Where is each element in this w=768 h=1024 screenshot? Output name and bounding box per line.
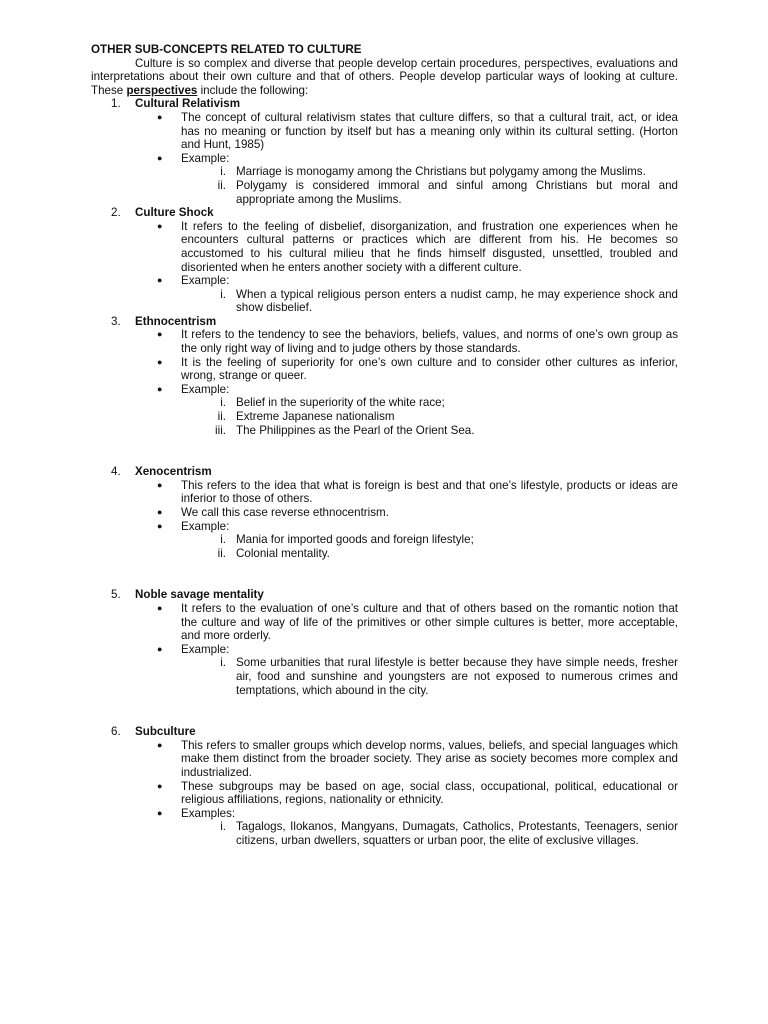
example-text: Polygamy is considered immoral and sinful among Christians but moral and appropriate among the Muslims.: [236, 178, 678, 206]
example-item: [196, 410, 678, 424]
example-item: [196, 165, 678, 179]
section-spacer: [91, 560, 678, 588]
example-text: Mania for imported goods and foreign lifestyle;: [236, 533, 474, 547]
bullet-dot-icon: ●: [157, 507, 163, 517]
intro-text-end: include the following:: [197, 83, 309, 97]
section: [91, 315, 678, 437]
section: [91, 588, 678, 697]
section-spacer: [91, 437, 678, 465]
section-number: 5.: [111, 588, 121, 602]
example-text: The Philippines as the Pearl of the Orient Sea.: [236, 423, 475, 437]
bullet-dot-icon: ●: [157, 383, 163, 394]
bullet-dot-icon: ●: [157, 643, 163, 654]
section: [91, 206, 678, 315]
example-item: [196, 424, 678, 438]
bullet-item: [157, 807, 678, 821]
example-text: Marriage is monogamy among the Christians but polygamy among the Muslims.: [236, 165, 646, 179]
section-number: 6.: [111, 725, 121, 739]
bullet-text: Example:: [181, 151, 230, 165]
bullet-dot-icon: ●: [157, 329, 163, 340]
example-item: [196, 656, 678, 697]
bullet-text: This refers to the idea that what is foreign is best and that one’s lifestyle, products or ideas are inferior to those of others.: [181, 478, 678, 506]
example-text: Extreme Japanese nationalism: [236, 410, 395, 424]
section-number: 2.: [111, 206, 121, 220]
section-title: Subculture: [135, 725, 196, 739]
example-item: [196, 288, 678, 315]
section-number: 4.: [111, 465, 121, 479]
bullet-item: [157, 383, 678, 397]
bullet-text: It refers to the feeling of disbelief, disorganization, and frustration one experiences when he encounters cultural patterns or practices which are different from his. He becomes so accustomed to his cultural milieu that he finds himself disgusted, unsettled, troubled and disoriented when he enters another society with a different culture.: [181, 219, 678, 274]
example-number: i.: [220, 165, 226, 179]
bullet-text: Example:: [181, 519, 230, 533]
section-title: Xenocentrism: [135, 465, 212, 479]
bullet-text: It is the feeling of superiority for one’s own culture and to consider other cultures as inferior, wrong, strange or queer.: [181, 355, 678, 383]
bullet-dot-icon: ●: [157, 602, 163, 613]
section-number: 1.: [111, 97, 121, 111]
example-list: [91, 165, 678, 206]
sections-list: [91, 97, 678, 847]
bullet-dot-icon: ●: [157, 111, 163, 122]
intro-text-start: Culture is so complex and diverse that people develop certain procedures, perspectives, evaluations and interpretations about their own culture and that of others. People develop particular ways of looking at culture. These: [91, 56, 678, 97]
example-text: Tagalogs, Ilokanos, Mangyans, Dumagats, Catholics, Protestants, Teenagers, senior citizens, urban dwellers, squatters or urban poor, the elite of exclusive villages.: [236, 820, 678, 847]
bullet-list: [91, 739, 678, 848]
bullet-dot-icon: ●: [157, 780, 163, 791]
section-heading: [111, 588, 678, 602]
bullet-text: Example:: [181, 642, 230, 656]
bullet-list: [91, 602, 678, 697]
bullet-item: [157, 780, 678, 807]
section: [91, 465, 678, 560]
example-list: [91, 533, 678, 560]
example-number: ii.: [217, 546, 226, 560]
example-number: ii.: [217, 410, 226, 424]
bullet-item: [157, 602, 678, 643]
bullet-list: [91, 111, 678, 206]
section-heading: [111, 725, 678, 739]
section-heading: [111, 97, 678, 111]
section-title: Cultural Relativism: [135, 97, 241, 111]
bullet-item: [157, 152, 678, 166]
example-item: [196, 533, 678, 547]
bullet-dot-icon: ●: [157, 275, 163, 286]
example-text: Some urbanities that rural lifestyle is better because they have simple needs, fresher air, food and sunshine and youngsters are not exposed to numerous crimes and temptations, which abound in the city.: [236, 656, 678, 697]
bullet-dot-icon: ●: [157, 152, 163, 163]
bullet-item: [157, 479, 678, 506]
section-spacer: [91, 697, 678, 725]
bullet-list: [91, 328, 678, 437]
bullet-dot-icon: ●: [157, 479, 163, 490]
section-heading: [111, 465, 678, 479]
bullet-item: [157, 520, 678, 534]
example-text: When a typical religious person enters a nudist camp, he may experience shock and show disbelief.: [236, 287, 678, 315]
example-number: i.: [220, 533, 226, 547]
bullet-dot-icon: ●: [157, 220, 163, 231]
example-text: Colonial mentality.: [236, 546, 330, 560]
example-list: [91, 656, 678, 697]
example-list: [91, 820, 678, 847]
bullet-item: [157, 643, 678, 657]
section-heading: [111, 206, 678, 220]
bullet-item: [157, 739, 678, 780]
section-number: 3.: [111, 314, 121, 328]
section-title: Noble savage mentality: [135, 588, 264, 602]
section-title: Culture Shock: [135, 206, 214, 220]
bullet-item: [157, 220, 678, 274]
example-item: [196, 179, 678, 206]
section: [91, 725, 678, 847]
bullet-text: It refers to the evaluation of one’s culture and that of others based on the romantic notion that the culture and way of life of the primitives or other simple cultures is better, more acceptable, and more orderly.: [181, 601, 678, 643]
example-number: i.: [220, 656, 226, 670]
bullet-item: [157, 328, 678, 355]
example-item: [196, 547, 678, 561]
section: [91, 97, 678, 206]
bullet-item: [157, 506, 678, 520]
section-heading: [111, 315, 678, 329]
example-item: [196, 820, 678, 847]
bullet-text: It refers to the tendency to see the behaviors, beliefs, values, and norms of one’s own group as the only right way of living and to judge others by those standards.: [181, 328, 678, 356]
bullet-text: Example:: [181, 274, 230, 288]
bullet-text: Examples:: [181, 806, 236, 820]
example-number: ii.: [217, 178, 226, 192]
section-title: Ethnocentrism: [135, 314, 217, 328]
intro-paragraph: [91, 57, 678, 98]
bullet-list: [91, 479, 678, 561]
bullet-text: The concept of cultural relativism states that culture differs, so that a cultural trait, act, or idea has no meaning or function by itself but has a meaning only within its cultural setting. (Horton and Hunt, 1985): [181, 110, 678, 152]
bullet-dot-icon: ●: [157, 356, 163, 367]
example-number: i.: [220, 820, 226, 834]
bullet-item: [157, 111, 678, 152]
example-number: i.: [220, 396, 226, 410]
example-list: [91, 288, 678, 315]
example-number: iii.: [215, 423, 226, 437]
bullet-text: Example:: [181, 382, 230, 396]
bullet-dot-icon: ●: [157, 807, 163, 818]
example-text: Belief in the superiority of the white race;: [236, 396, 445, 410]
document-page: [91, 43, 678, 847]
bullet-text: This refers to smaller groups which develop norms, values, beliefs, and special languages which make them distinct from the broader society. They arise as society becomes more complex and industrialized.: [181, 738, 678, 779]
bullet-text: We call this case reverse ethnocentrism.: [181, 506, 389, 519]
bullet-dot-icon: ●: [157, 739, 163, 750]
bullet-list: [91, 220, 678, 315]
bullet-dot-icon: ●: [157, 520, 163, 531]
intro-keyword: perspectives: [126, 83, 198, 97]
example-list: [91, 396, 678, 437]
bullet-item: [157, 356, 678, 383]
example-number: i.: [220, 287, 226, 301]
document-title: OTHER SUB-CONCEPTS RELATED TO CULTURE: [91, 43, 362, 56]
bullet-item: [157, 274, 678, 288]
example-item: [196, 396, 678, 410]
bullet-text: These subgroups may be based on age, social class, occupational, political, educational or religious affiliations, regions, nationality or ethnicity.: [181, 779, 678, 807]
